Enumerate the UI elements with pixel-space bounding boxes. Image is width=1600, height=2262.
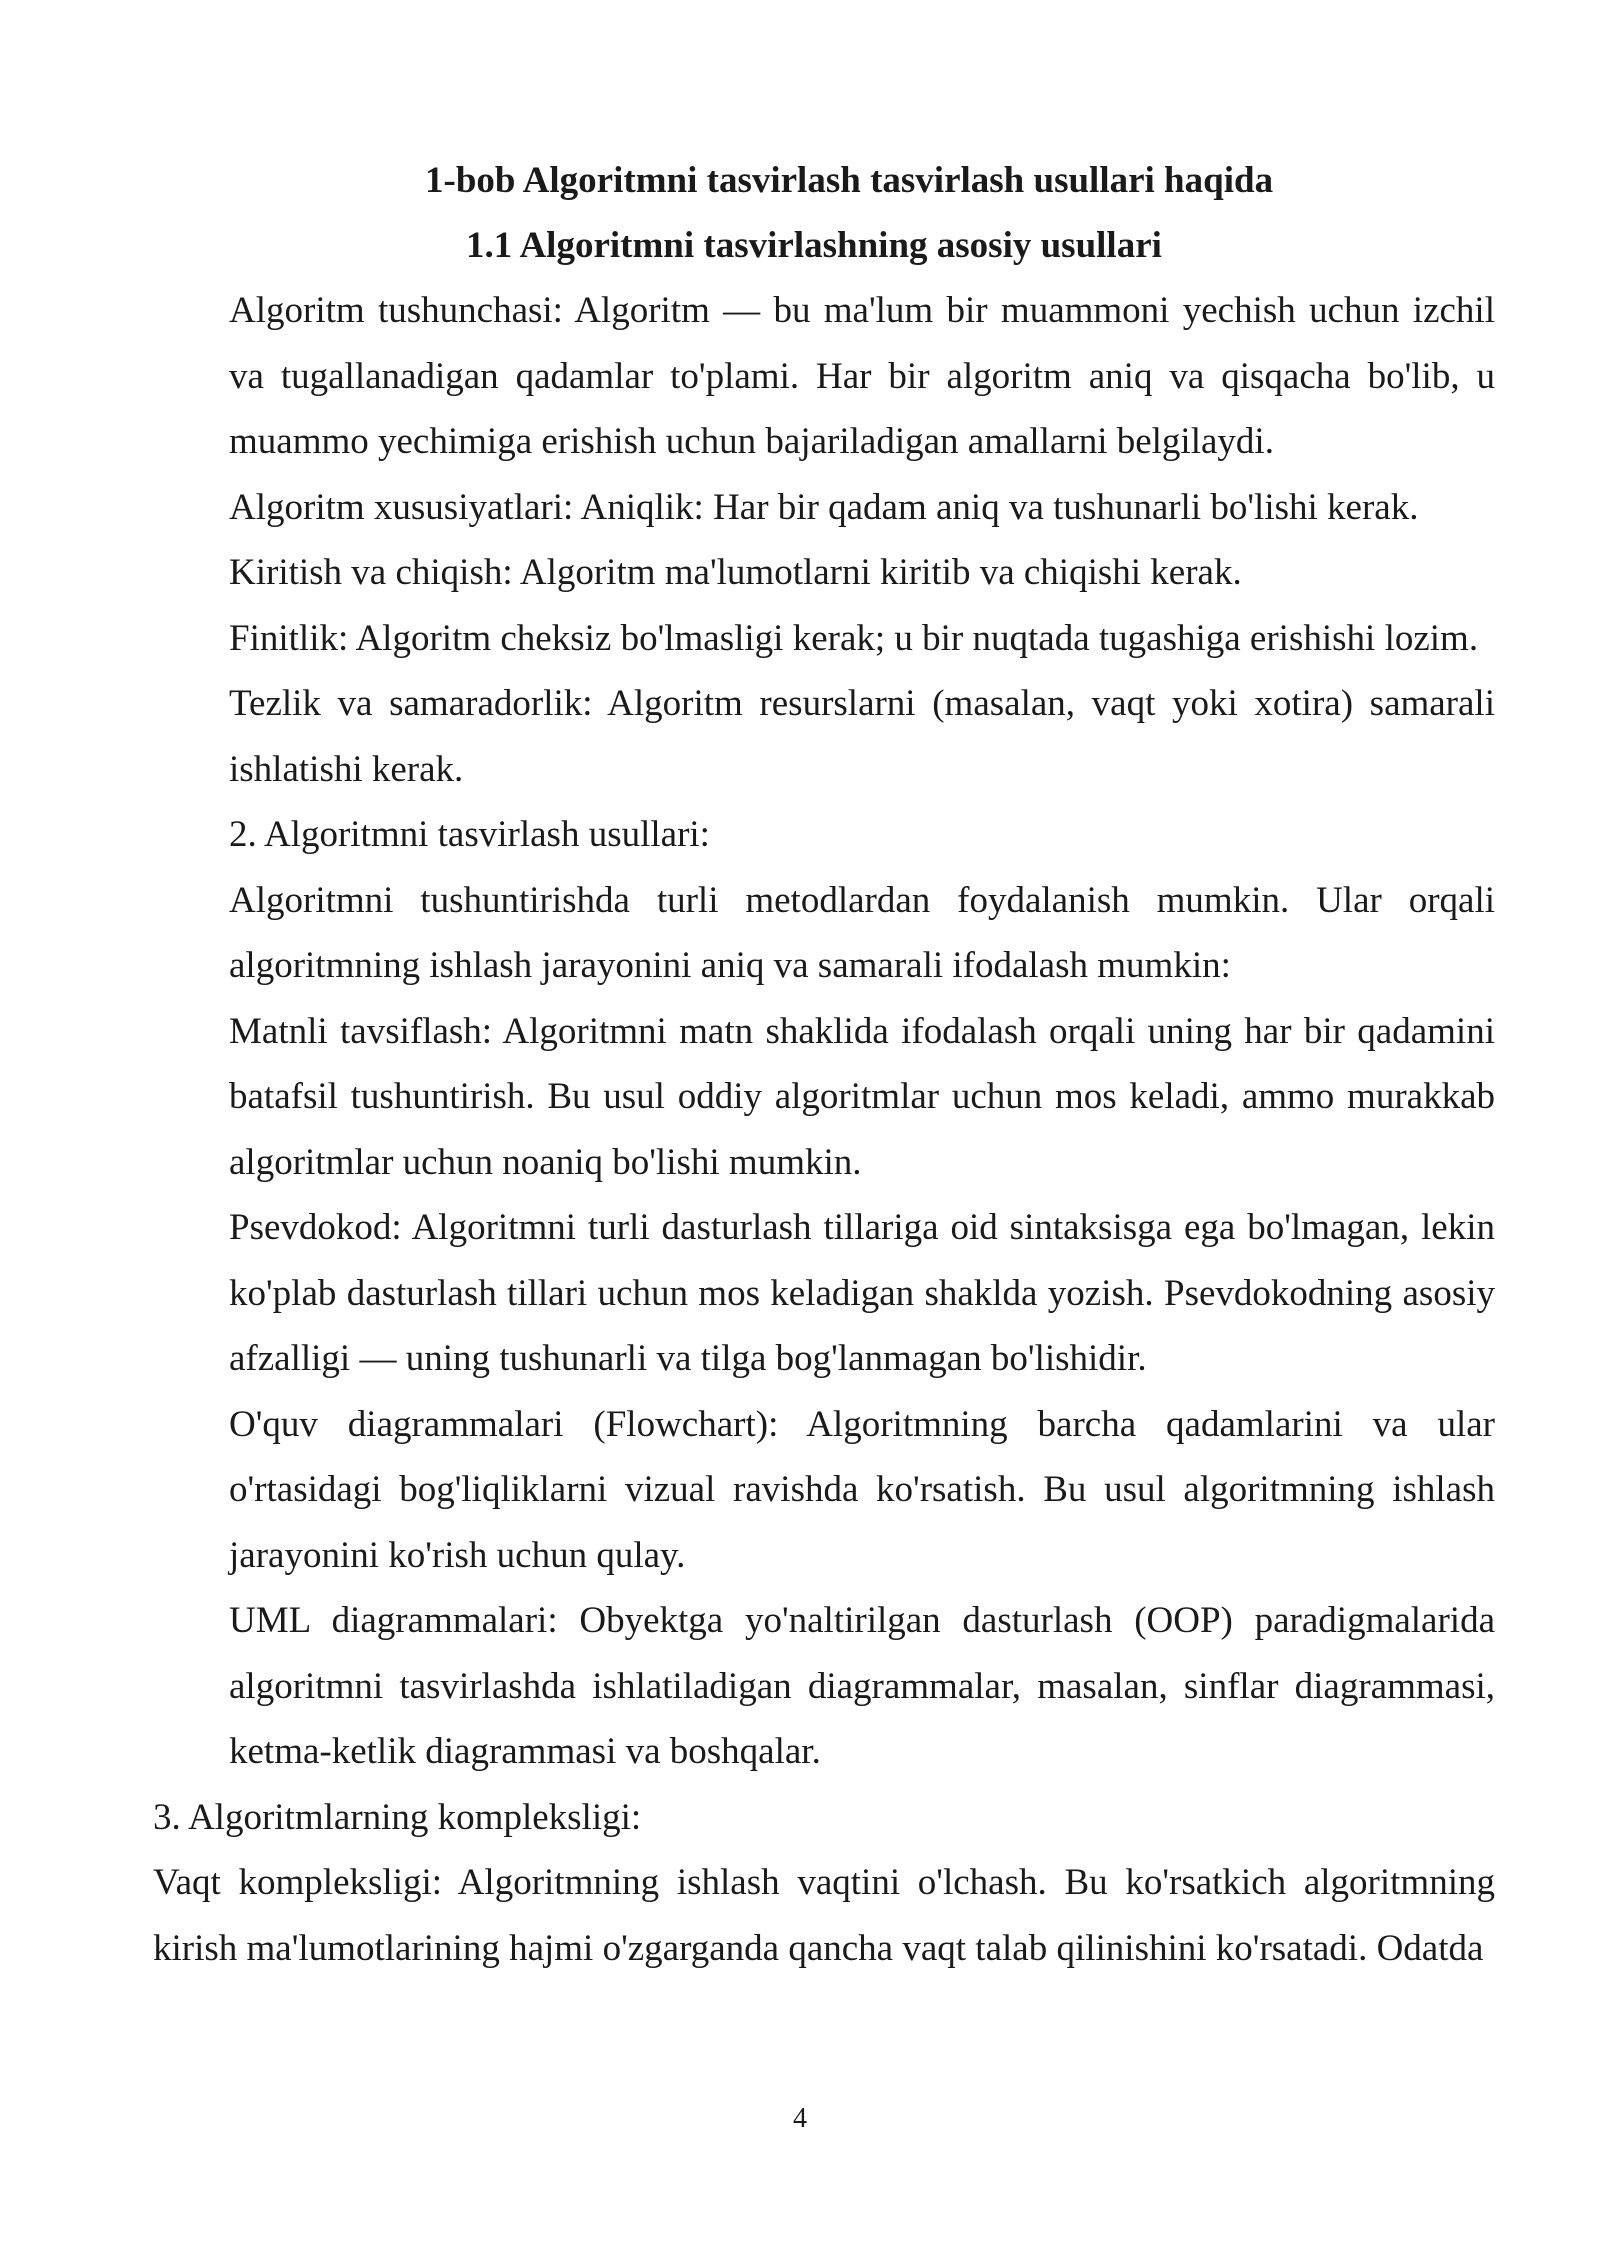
paragraph-finiteness: Finitlik: Algoritm cheksiz bo'lmasligi kerak; u bir nuqtada tugashiga erishishi lozim. [229, 617, 1479, 659]
paragraph-methods-heading: 2. Algoritmni tasvirlash usullari: [229, 814, 710, 855]
paragraph-algorithm-properties: Algoritm xususiyatlari: Aniqlik: Har bir qadam aniq va tushunarli bo'lishi kerak. [229, 486, 1419, 528]
paragraph-text-description: Matnli tavsiflash: Algoritmni matn shaklida ifodalash orqali uning har bir qadamini batafsil tushuntirish. Bu usul oddiy algoritmlar uchun mos keladi, ammo murakkab algoritmlar uchun noaniq bo'lishi mumkin. [229, 1010, 1495, 1183]
paragraph-speed-efficiency: Tezlik va samaradorlik: Algoritm resurslarni (masalan, vaqt yoki xotira) samarali ishlatishi kerak. [229, 683, 1495, 790]
paragraph-pseudocode: Psevdokod: Algoritmni turli dasturlash tillariga oid sintaksisga ega bo'lmagan, lekin ko'plab dasturlash tillari uchun mos keladigan shaklda yozish. Psevdokodning asosiy afzalligi — uning tushunarli va tilga bog'lanmagan bo'lishidir. [229, 1207, 1495, 1379]
chapter-title: 1-bob Algoritmni tasvirlash tasvirlash usullari haqida [425, 160, 1274, 201]
paragraph-complexity-heading: 3. Algoritmlarning kompleksligi: [153, 1796, 642, 1838]
paragraph-time-complexity: Vaqt kompleksligi: Algoritmning ishlash vaqtini o'lchash. Bu ko'rsatkich algoritmning kirish ma'lumotlarining hajmi o'zgarganda qancha vaqt talab qilinishini ko'rsatadi. Odatda [153, 1862, 1495, 1969]
paragraph-input-output: Kiritish va chiqish: Algoritm ma'lumotlarni kiritib va chiqishi kerak. [229, 552, 1242, 593]
paragraph-algorithm-concept: Algoritm tushunchasi: Algoritm — bu ma'lum bir muammoni yechish uchun izchil va tugallanadigan qadamlar to'plami. Har bir algoritm aniq va qisqacha bo'lib, u muammo yechimiga erishish uchun bajariladigan amallarni belgilaydi. [229, 290, 1495, 462]
page-number: 4 [793, 2103, 807, 2134]
section-title: 1.1 Algoritmni tasvirlashning asosiy usullari [466, 225, 1162, 266]
paragraph-uml: UML diagrammalari: Obyektga yo'naltirilgan dasturlash (OOP) paradigmalarida algoritmni tasvirlashda ishlatiladigan diagrammalar, masalan, sinflar diagrammasi, ketma-ketlik diagrammasi va boshqalar. [229, 1600, 1495, 1772]
paragraph-methods-intro: Algoritmni tushuntirishda turli metodlardan foydalanish mumkin. Ular orqali algoritmning ishlash jarayonini aniq va samarali ifodalash mumkin: [229, 879, 1495, 986]
page-content [153, 148, 1495, 1981]
paragraph-flowchart: O'quv diagrammalari (Flowchart): Algoritmning barcha qadamlarini va ular o'rtasidagi bog'liqliklarni vizual ravishda ko'rsatish. Bu usul algoritmning ishlash jarayonini ko'rish uchun qulay. [229, 1403, 1495, 1576]
